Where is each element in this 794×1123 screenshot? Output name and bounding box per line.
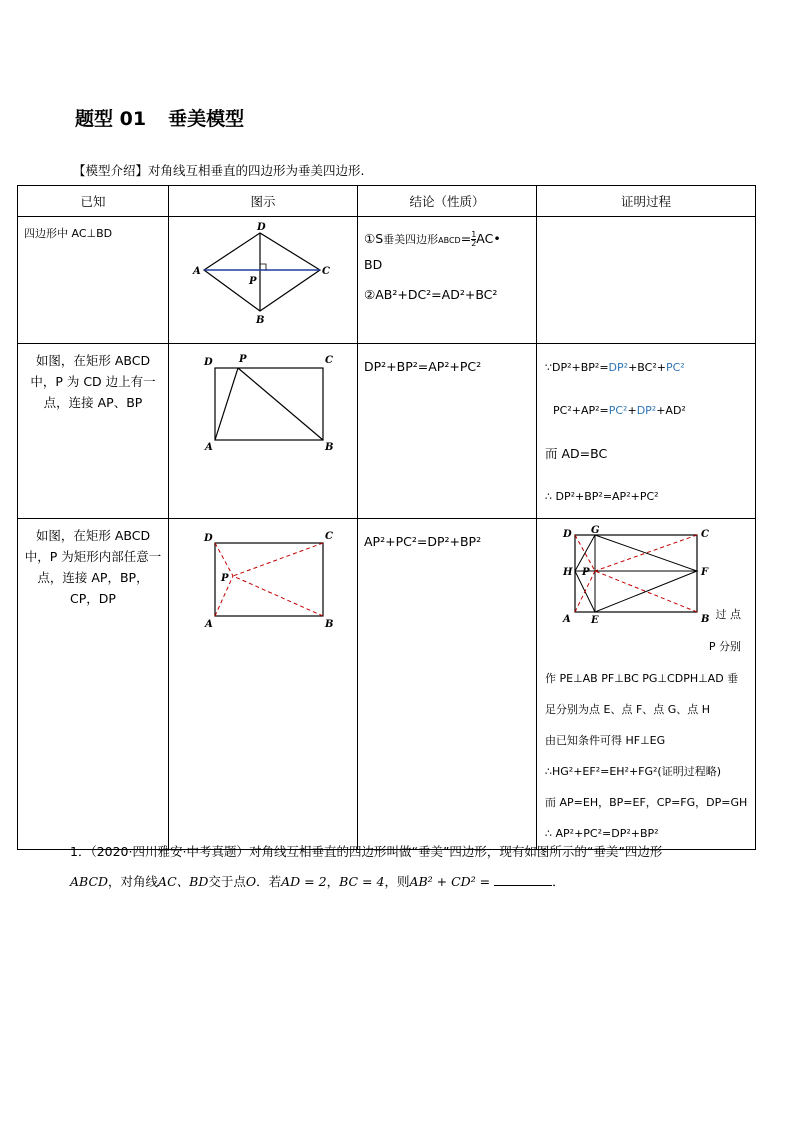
label-P: P (582, 567, 590, 578)
label-E: E (591, 615, 599, 626)
label-A: A (205, 442, 213, 453)
label-A: A (193, 266, 201, 277)
label-A: A (205, 619, 213, 630)
row3-proof: 过 点 P 分别 作 PE⊥AB PF⊥BC PG⊥CDPH⊥AD 垂 足分别为点 E、点 F、点 G、点 H 由已知条件可得 HF⊥EG ∴HG²+EF²=EH²+FG²(证明过程略) 而 AP=EH，BP=EF，CP=FG，DP=GH ∴ AP²+PC²=DP²+BP² (545, 608, 748, 840)
label-B: B (325, 619, 334, 630)
label-D: D (204, 357, 213, 368)
label-P: P (221, 573, 229, 584)
row1-known: 四边形中 AC⊥BD (24, 227, 113, 240)
table-row (18, 217, 756, 344)
label-C: C (322, 266, 330, 277)
section-title (75, 104, 244, 131)
table-row (18, 519, 756, 850)
label-B: B (701, 614, 710, 625)
rectangle-perpendiculars-figure (555, 525, 710, 626)
label-B: B (325, 442, 334, 453)
label-P: P (239, 354, 247, 365)
row2-proof: ∵DP²+BP²=DP²+BC²+PC² PC²+AP²=PC²+DP²+AD² 而 AD=BC ∴ DP²+BP²=AP²+PC² (545, 361, 686, 503)
label-D: D (257, 222, 266, 233)
label-D: D (204, 533, 213, 544)
rectangle-p-on-side-figure (169, 344, 358, 511)
problem-1 (70, 837, 760, 897)
row1-conclusion: ①S垂美四边形ABCD= $\frac{1}{2}$ AC• BD ②AB²+DC²=AD²+BC² (364, 230, 501, 302)
label-P: P (249, 276, 257, 287)
row2-conclusion: DP²+BP²=AP²+PC² (364, 359, 482, 374)
label-C: C (325, 531, 333, 542)
section-label: 题型 01 (75, 108, 147, 130)
label-D: D (563, 529, 572, 540)
half-fraction: $\frac{1}{2}$ (471, 230, 477, 248)
rhombus-figure (169, 217, 358, 340)
problem-question: ABCD，对角线AC、BD交于点O．若AD = 2，BC = 4，则AB² + CD² = ． (70, 874, 565, 889)
header-known: 已知 (18, 186, 169, 217)
model-intro: 【模型介绍】对角线互相垂直的四边形为垂美四边形. (73, 163, 365, 178)
section-name: 垂美模型 (168, 108, 245, 130)
header-figure: 图示 (169, 186, 358, 217)
header-conclusion: 结论（性质） (358, 186, 537, 217)
label-B: B (256, 315, 265, 326)
label-H: H (563, 567, 573, 578)
label-C: C (325, 355, 333, 366)
table-row (18, 344, 756, 519)
model-table (17, 185, 756, 850)
row3-known: 如图，在矩形 ABCD 中，P 为矩形内部任意一点，连接 AP，BP，CP，DP (24, 528, 162, 606)
header-proof: 证明过程 (537, 186, 756, 217)
label-C: C (701, 529, 709, 540)
label-G: G (591, 525, 600, 536)
label-F: F (701, 567, 709, 578)
answer-blank[interactable] (494, 873, 552, 886)
table-header-row (18, 186, 756, 217)
problem-stem: 1．（2020·四川雅安·中考真题）对角线互相垂直的四边形叫做“垂美”四边形，现有如图所示的“垂美”四边形 (70, 844, 663, 859)
label-A: A (563, 614, 571, 625)
rectangle-p-inside-figure (169, 519, 358, 649)
row2-known: 如图，在矩形 ABCD 中，P 为 CD 边上有一点，连接 AP、BP (30, 353, 156, 410)
row3-conclusion: AP²+PC²=DP²+BP² (364, 534, 482, 549)
